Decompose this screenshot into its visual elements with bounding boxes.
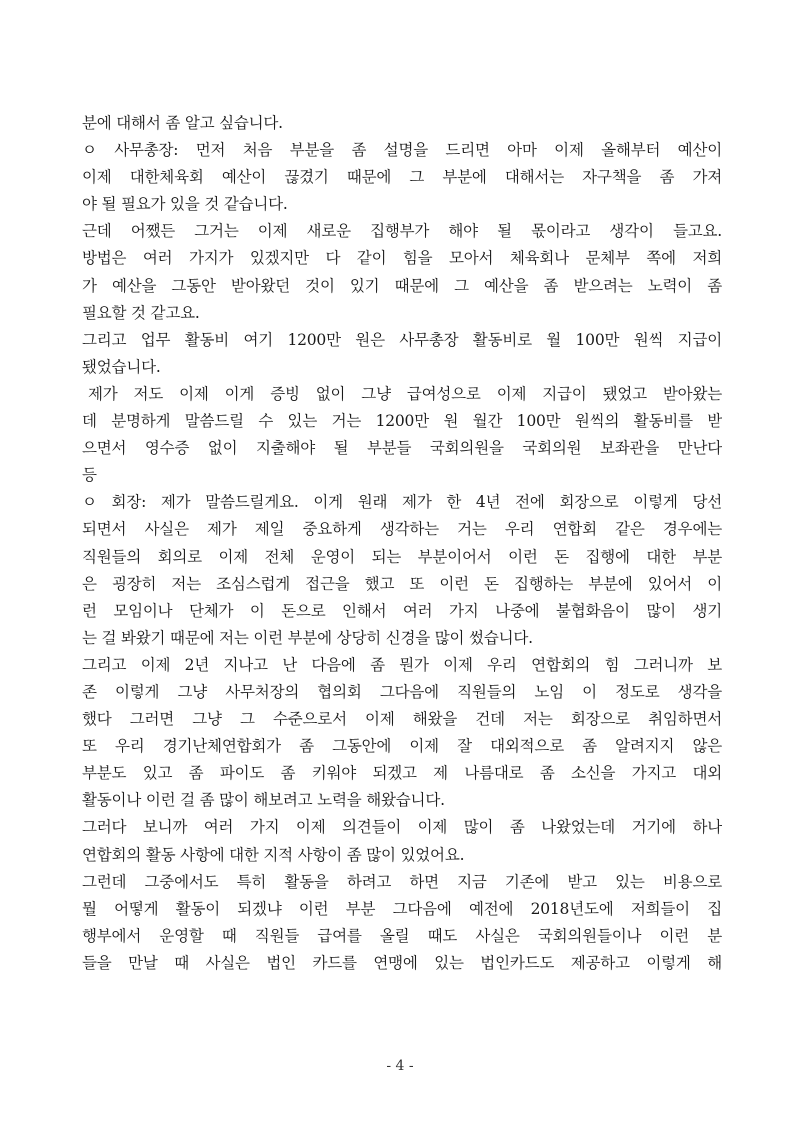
text-line: 런 모임이나 단체가 이 돈으로 인해서 여러 가지 나중에 불협화음이 많이 생기 — [82, 601, 722, 620]
text-line: 필요할 것 같고요. — [82, 303, 200, 322]
text-line: 가 예산을 그동안 받아왔던 것이 있기 때문에 그 예산을 좀 받으려는 노력이 좀 — [82, 276, 722, 295]
text-line: 존 이렇게 그냥 사무처장의 협의회 그다음에 직원들의 노임 이 정도로 생각을 — [82, 682, 722, 701]
text-line: 행부에서 운영할 때 직원들 급여를 올릴 때도 사실은 국회의원들이나 이런 분 — [82, 926, 722, 945]
text-line: 활동이나 이런 걸 좀 많이 해보려고 노력을 해왔습니다. — [82, 791, 445, 810]
text-line: 방법은 여러 가지가 있겠지만 다 같이 힘을 모아서 체육회나 문체부 쪽에 저희 — [82, 249, 722, 268]
text-line: 직원들의 회의로 이제 전체 운영이 되는 부분이어서 이런 돈 집행에 대한 부분 — [82, 547, 722, 566]
document-body — [82, 110, 722, 977]
text-line: 은 굉장히 저는 조심스럽게 접근을 했고 또 이런 돈 집행하는 부분에 있어서 이 — [82, 574, 722, 593]
text-line: 야 될 필요가 있을 것 같습니다. — [82, 195, 288, 214]
text-line: 으면서 영수증 없이 지출해야 될 부분들 국회의원을 국회의원 보좌관을 만난다 — [82, 439, 722, 458]
text-line: 부분도 있고 좀 파이도 좀 키워야 되겠고 제 나름대로 좀 소신을 가지고 대외 — [82, 764, 722, 783]
text-line: ㅇ 회장: 제가 말씀드릴게요. 이게 원래 제가 한 4년 전에 회장으로 이렇게 당선 — [82, 493, 722, 512]
text-line: 했다 그러면 그냥 그 수준으로서 이제 해왔을 건데 저는 회장으로 취임하면서 — [82, 710, 722, 729]
text-line: 들을 만날 때 사실은 법인 카드를 연맹에 있는 법인카드도 제공하고 이렇게 해 — [82, 953, 722, 972]
text-line: 그러다 보니까 여러 가지 이제 의견들이 이제 많이 좀 나왔었는데 거기에 하나 — [82, 818, 722, 837]
text-line: 분에 대해서 좀 알고 싶습니다. — [82, 114, 283, 132]
text-line: 그리고 이제 2년 지나고 난 다음에 좀 뭔가 이제 우리 연합회의 힘 그러니까 보 — [82, 655, 722, 674]
text-line: 그런데 그중에서도 특히 활동을 하려고 하면 지금 기존에 받고 있는 비용으로 — [82, 872, 722, 891]
text-line: 뭘 어떻게 활동이 되겠냐 이런 부분 그다음에 예전에 2018년도에 저희들이 집 — [82, 899, 722, 918]
text-line: 등 — [82, 466, 97, 485]
text-line: 데 분명하게 말씀드릴 수 있는 거는 1200만 원 월간 100만 원씩의 활동비를 받 — [82, 412, 722, 431]
text-line: 이제 대한체육회 예산이 끊겼기 때문에 그 부분에 대해서는 자구책을 좀 가져 — [82, 168, 722, 187]
page-number: - 4 - — [386, 1058, 414, 1074]
text-line: ㅇ 사무총장: 먼저 처음 부분을 좀 설명을 드리면 아마 이제 올해부터 예산이 — [82, 141, 722, 160]
text-line: 됐었습니다. — [82, 357, 161, 376]
text-line: 되면서 사실은 제가 제일 중요하게 생각하는 거는 우리 연합회 같은 경우에는 — [82, 520, 722, 539]
text-line: 또 우리 경기난체연합회가 좀 그동안에 이제 잘 대외적으로 좀 알려지지 않은 — [82, 737, 722, 756]
text-line: 그리고 업무 활동비 여기 1200만 원은 사무총장 활동비로 월 100만 원씩 지급이 — [82, 330, 722, 349]
text-line: 연합회의 활동 사항에 대한 지적 사항이 좀 많이 있었어요. — [82, 845, 465, 864]
text-line: 근데 어쨌든 그거는 이제 새로운 집행부가 해야 될 몫이라고 생각이 들고요. — [82, 222, 722, 241]
text-line: 제가 저도 이제 이게 증빙 없이 그냥 급여성으로 이제 지급이 됐었고 받아왔는 — [88, 384, 722, 403]
text-line: 는 걸 봐왔기 때문에 저는 이런 부분에 상당히 신경을 많이 썼습니다. — [82, 628, 533, 647]
